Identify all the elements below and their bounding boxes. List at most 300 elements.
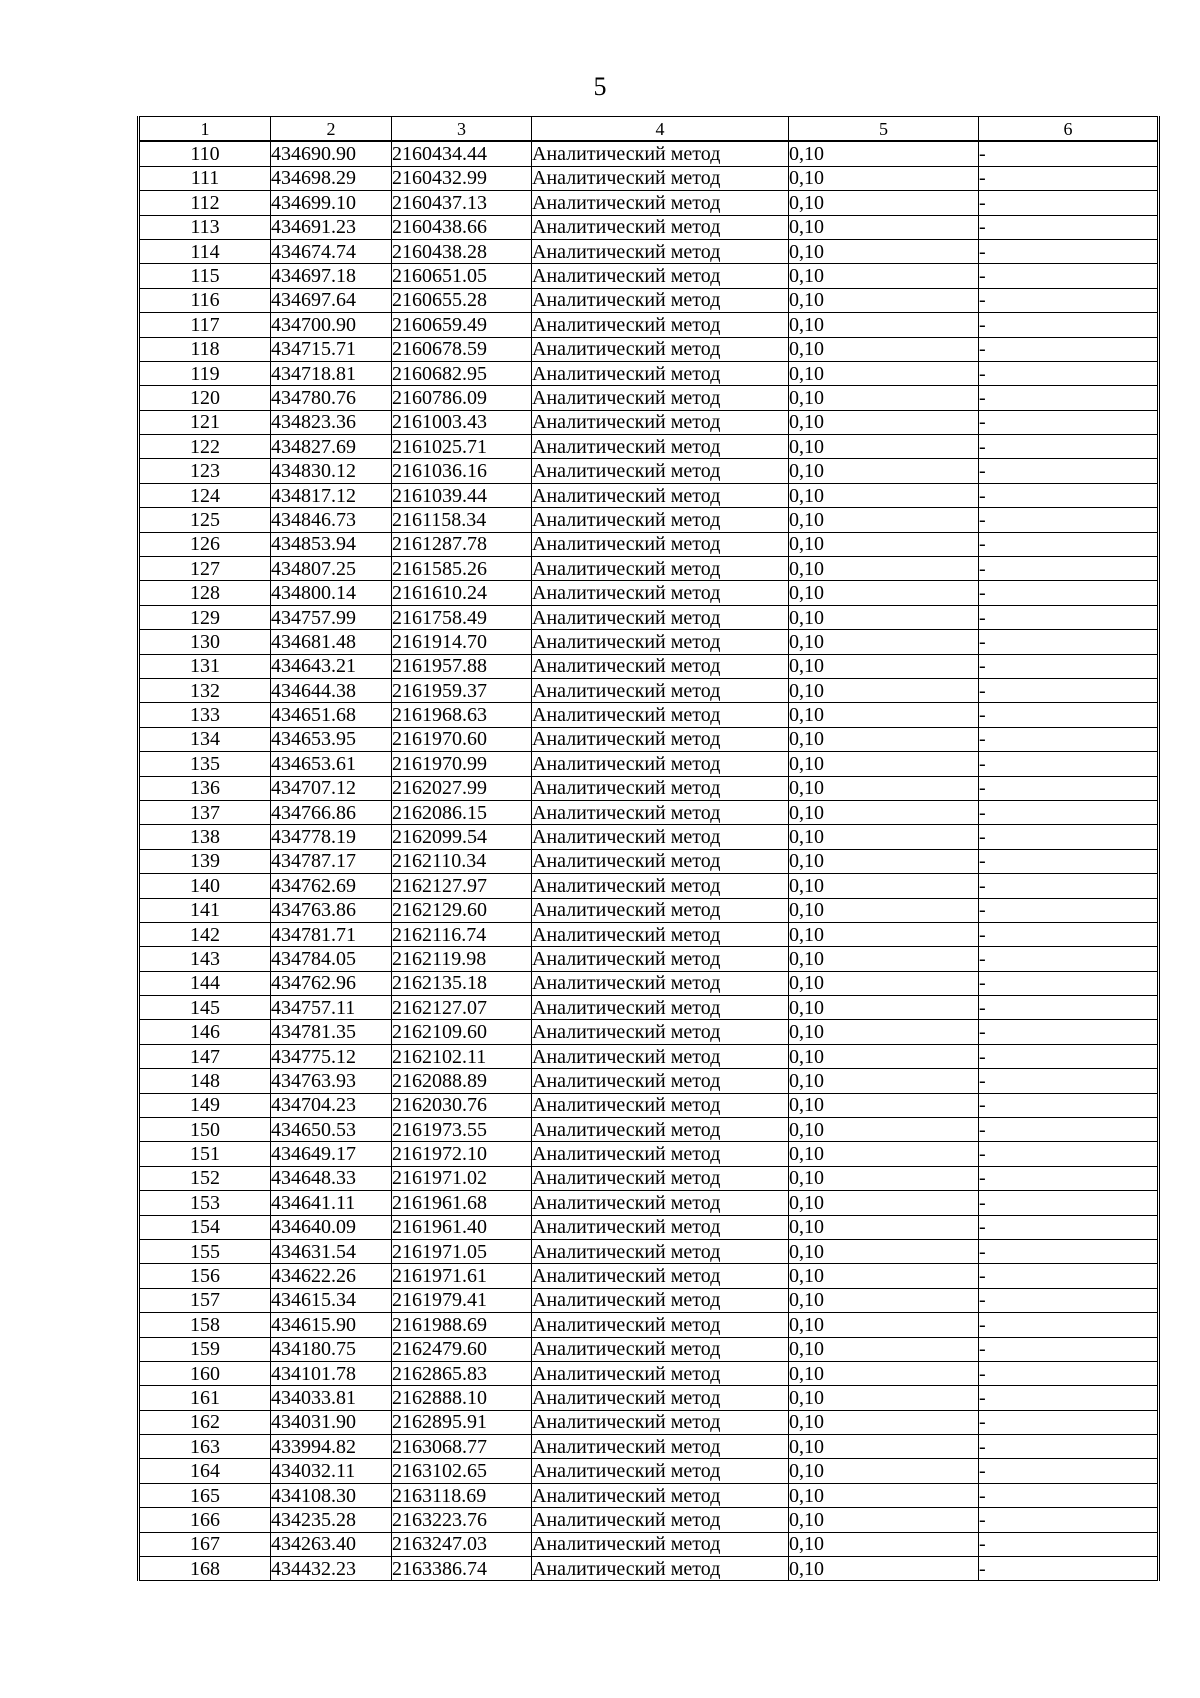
point-number-cell: 118 <box>139 337 271 361</box>
x-coordinate-cell: 434699.10 <box>271 191 392 215</box>
table-row <box>139 166 1159 190</box>
method-cell: Аналитический метод <box>532 825 789 849</box>
note-cell: - <box>979 1166 1159 1190</box>
method-cell: Аналитический метод <box>532 703 789 727</box>
accuracy-cell: 0,10 <box>789 361 979 385</box>
y-coordinate-cell: 2161025.71 <box>392 435 532 459</box>
method-cell: Аналитический метод <box>532 166 789 190</box>
note-cell: - <box>979 849 1159 873</box>
table-row <box>139 483 1159 507</box>
x-coordinate-cell: 434631.54 <box>271 1239 392 1263</box>
table-row <box>139 1093 1159 1117</box>
y-coordinate-cell: 2161968.63 <box>392 703 532 727</box>
point-number-cell: 123 <box>139 459 271 483</box>
point-number-cell: 138 <box>139 825 271 849</box>
x-coordinate-cell: 434640.09 <box>271 1215 392 1239</box>
method-cell: Аналитический метод <box>532 215 789 239</box>
x-coordinate-cell: 434781.35 <box>271 1020 392 1044</box>
accuracy-cell: 0,10 <box>789 508 979 532</box>
y-coordinate-cell: 2162027.99 <box>392 776 532 800</box>
table-row <box>139 898 1159 922</box>
x-coordinate-cell: 434031.90 <box>271 1410 392 1434</box>
method-cell: Аналитический метод <box>532 1337 789 1361</box>
y-coordinate-cell: 2162030.76 <box>392 1093 532 1117</box>
table-row <box>139 191 1159 215</box>
method-cell: Аналитический метод <box>532 1483 789 1507</box>
table-row <box>139 288 1159 312</box>
x-coordinate-cell: 434784.05 <box>271 947 392 971</box>
accuracy-cell: 0,10 <box>789 825 979 849</box>
note-cell: - <box>979 410 1159 434</box>
accuracy-cell: 0,10 <box>789 1386 979 1410</box>
table-row <box>139 1069 1159 1093</box>
point-number-cell: 144 <box>139 971 271 995</box>
accuracy-cell: 0,10 <box>789 532 979 556</box>
method-cell: Аналитический метод <box>532 1410 789 1434</box>
note-cell: - <box>979 1020 1159 1044</box>
method-cell: Аналитический метод <box>532 581 789 605</box>
table-row <box>139 532 1159 556</box>
x-coordinate-cell: 434691.23 <box>271 215 392 239</box>
note-cell: - <box>979 581 1159 605</box>
point-number-cell: 146 <box>139 1020 271 1044</box>
accuracy-cell: 0,10 <box>789 1410 979 1434</box>
accuracy-cell: 0,10 <box>789 337 979 361</box>
x-coordinate-cell: 434653.95 <box>271 727 392 751</box>
method-cell: Аналитический метод <box>532 1191 789 1215</box>
table-row <box>139 800 1159 824</box>
x-coordinate-cell: 433994.82 <box>271 1435 392 1459</box>
point-number-cell: 131 <box>139 654 271 678</box>
note-cell: - <box>979 703 1159 727</box>
x-coordinate-cell: 434697.18 <box>271 264 392 288</box>
table-row <box>139 1483 1159 1507</box>
note-cell: - <box>979 605 1159 629</box>
table-body <box>139 141 1159 1581</box>
note-cell: - <box>979 1508 1159 1532</box>
method-cell: Аналитический метод <box>532 1215 789 1239</box>
method-cell: Аналитический метод <box>532 996 789 1020</box>
y-coordinate-cell: 2163102.65 <box>392 1459 532 1483</box>
x-coordinate-cell: 434615.90 <box>271 1313 392 1337</box>
y-coordinate-cell: 2160437.13 <box>392 191 532 215</box>
point-number-cell: 147 <box>139 1044 271 1068</box>
y-coordinate-cell: 2162129.60 <box>392 898 532 922</box>
y-coordinate-cell: 2161971.02 <box>392 1166 532 1190</box>
method-cell: Аналитический метод <box>532 1044 789 1068</box>
method-cell: Аналитический метод <box>532 1532 789 1556</box>
table-row <box>139 264 1159 288</box>
x-coordinate-cell: 434830.12 <box>271 459 392 483</box>
table-row <box>139 1044 1159 1068</box>
point-number-cell: 117 <box>139 313 271 337</box>
accuracy-cell: 0,10 <box>789 1532 979 1556</box>
note-cell: - <box>979 1410 1159 1434</box>
note-cell: - <box>979 678 1159 702</box>
point-number-cell: 159 <box>139 1337 271 1361</box>
method-cell: Аналитический метод <box>532 410 789 434</box>
table-row <box>139 1288 1159 1312</box>
method-cell: Аналитический метод <box>532 1386 789 1410</box>
table-row <box>139 1215 1159 1239</box>
note-cell: - <box>979 141 1159 166</box>
table-row <box>139 971 1159 995</box>
column-header-2: 2 <box>271 117 392 142</box>
x-coordinate-cell: 434766.86 <box>271 800 392 824</box>
note-cell: - <box>979 166 1159 190</box>
accuracy-cell: 0,10 <box>789 1215 979 1239</box>
method-cell: Аналитический метод <box>532 874 789 898</box>
table-row <box>139 996 1159 1020</box>
y-coordinate-cell: 2160438.28 <box>392 239 532 263</box>
table-row <box>139 1557 1159 1581</box>
y-coordinate-cell: 2161585.26 <box>392 557 532 581</box>
table-row <box>139 1264 1159 1288</box>
point-number-cell: 124 <box>139 483 271 507</box>
x-coordinate-cell: 434778.19 <box>271 825 392 849</box>
point-number-cell: 161 <box>139 1386 271 1410</box>
y-coordinate-cell: 2161287.78 <box>392 532 532 556</box>
table-row <box>139 1166 1159 1190</box>
accuracy-cell: 0,10 <box>789 581 979 605</box>
column-header-3: 3 <box>392 117 532 142</box>
note-cell: - <box>979 776 1159 800</box>
method-cell: Аналитический метод <box>532 654 789 678</box>
y-coordinate-cell: 2162119.98 <box>392 947 532 971</box>
point-number-cell: 129 <box>139 605 271 629</box>
point-number-cell: 122 <box>139 435 271 459</box>
note-cell: - <box>979 1215 1159 1239</box>
x-coordinate-cell: 434263.40 <box>271 1532 392 1556</box>
point-number-cell: 140 <box>139 874 271 898</box>
note-cell: - <box>979 313 1159 337</box>
y-coordinate-cell: 2160678.59 <box>392 337 532 361</box>
y-coordinate-cell: 2160659.49 <box>392 313 532 337</box>
note-cell: - <box>979 1069 1159 1093</box>
method-cell: Аналитический метод <box>532 1361 789 1385</box>
accuracy-cell: 0,10 <box>789 215 979 239</box>
note-cell: - <box>979 1313 1159 1337</box>
accuracy-cell: 0,10 <box>789 605 979 629</box>
method-cell: Аналитический метод <box>532 141 789 166</box>
method-cell: Аналитический метод <box>532 800 789 824</box>
x-coordinate-cell: 434757.11 <box>271 996 392 1020</box>
x-coordinate-cell: 434817.12 <box>271 483 392 507</box>
note-cell: - <box>979 239 1159 263</box>
note-cell: - <box>979 800 1159 824</box>
note-cell: - <box>979 215 1159 239</box>
table-row <box>139 581 1159 605</box>
accuracy-cell: 0,10 <box>789 874 979 898</box>
y-coordinate-cell: 2161003.43 <box>392 410 532 434</box>
y-coordinate-cell: 2160651.05 <box>392 264 532 288</box>
accuracy-cell: 0,10 <box>789 1239 979 1263</box>
y-coordinate-cell: 2161979.41 <box>392 1288 532 1312</box>
table-row <box>139 557 1159 581</box>
method-cell: Аналитический метод <box>532 727 789 751</box>
x-coordinate-cell: 434823.36 <box>271 410 392 434</box>
y-coordinate-cell: 2161959.37 <box>392 678 532 702</box>
point-number-cell: 143 <box>139 947 271 971</box>
table-row <box>139 947 1159 971</box>
note-cell: - <box>979 191 1159 215</box>
note-cell: - <box>979 337 1159 361</box>
x-coordinate-cell: 434718.81 <box>271 361 392 385</box>
accuracy-cell: 0,10 <box>789 191 979 215</box>
method-cell: Аналитический метод <box>532 752 789 776</box>
table-row <box>139 1410 1159 1434</box>
accuracy-cell: 0,10 <box>789 483 979 507</box>
table-row <box>139 825 1159 849</box>
table-row <box>139 1020 1159 1044</box>
point-number-cell: 148 <box>139 1069 271 1093</box>
method-cell: Аналитический метод <box>532 1508 789 1532</box>
method-cell: Аналитический метод <box>532 1142 789 1166</box>
accuracy-cell: 0,10 <box>789 313 979 337</box>
accuracy-cell: 0,10 <box>789 752 979 776</box>
method-cell: Аналитический метод <box>532 1313 789 1337</box>
point-number-cell: 155 <box>139 1239 271 1263</box>
note-cell: - <box>979 1239 1159 1263</box>
point-number-cell: 141 <box>139 898 271 922</box>
column-header-6: 6 <box>979 117 1159 142</box>
point-number-cell: 135 <box>139 752 271 776</box>
note-cell: - <box>979 630 1159 654</box>
y-coordinate-cell: 2162099.54 <box>392 825 532 849</box>
note-cell: - <box>979 288 1159 312</box>
method-cell: Аналитический метод <box>532 264 789 288</box>
point-number-cell: 125 <box>139 508 271 532</box>
table-row <box>139 239 1159 263</box>
x-coordinate-cell: 434715.71 <box>271 337 392 361</box>
x-coordinate-cell: 434763.93 <box>271 1069 392 1093</box>
note-cell: - <box>979 483 1159 507</box>
method-cell: Аналитический метод <box>532 605 789 629</box>
point-number-cell: 111 <box>139 166 271 190</box>
y-coordinate-cell: 2160655.28 <box>392 288 532 312</box>
note-cell: - <box>979 532 1159 556</box>
method-cell: Аналитический метод <box>532 1118 789 1142</box>
y-coordinate-cell: 2163068.77 <box>392 1435 532 1459</box>
table-row <box>139 410 1159 434</box>
accuracy-cell: 0,10 <box>789 1508 979 1532</box>
point-number-cell: 157 <box>139 1288 271 1312</box>
x-coordinate-cell: 434432.23 <box>271 1557 392 1581</box>
x-coordinate-cell: 434853.94 <box>271 532 392 556</box>
note-cell: - <box>979 508 1159 532</box>
point-number-cell: 114 <box>139 239 271 263</box>
accuracy-cell: 0,10 <box>789 459 979 483</box>
accuracy-cell: 0,10 <box>789 264 979 288</box>
x-coordinate-cell: 434757.99 <box>271 605 392 629</box>
point-number-cell: 145 <box>139 996 271 1020</box>
accuracy-cell: 0,10 <box>789 1118 979 1142</box>
method-cell: Аналитический метод <box>532 483 789 507</box>
page-number: 5 <box>593 72 607 101</box>
note-cell: - <box>979 1044 1159 1068</box>
y-coordinate-cell: 2162127.07 <box>392 996 532 1020</box>
x-coordinate-cell: 434235.28 <box>271 1508 392 1532</box>
x-coordinate-cell: 434033.81 <box>271 1386 392 1410</box>
method-cell: Аналитический метод <box>532 776 789 800</box>
accuracy-cell: 0,10 <box>789 922 979 946</box>
table-row <box>139 459 1159 483</box>
point-number-cell: 121 <box>139 410 271 434</box>
table-row <box>139 1459 1159 1483</box>
note-cell: - <box>979 1093 1159 1117</box>
y-coordinate-cell: 2161972.10 <box>392 1142 532 1166</box>
method-cell: Аналитический метод <box>532 849 789 873</box>
accuracy-cell: 0,10 <box>789 654 979 678</box>
method-cell: Аналитический метод <box>532 1093 789 1117</box>
y-coordinate-cell: 2161971.61 <box>392 1264 532 1288</box>
note-cell: - <box>979 1532 1159 1556</box>
method-cell: Аналитический метод <box>532 557 789 581</box>
table-row <box>139 1435 1159 1459</box>
method-cell: Аналитический метод <box>532 508 789 532</box>
note-cell: - <box>979 727 1159 751</box>
x-coordinate-cell: 434690.90 <box>271 141 392 166</box>
y-coordinate-cell: 2161961.40 <box>392 1215 532 1239</box>
table-row <box>139 337 1159 361</box>
method-cell: Аналитический метод <box>532 435 789 459</box>
y-coordinate-cell: 2163118.69 <box>392 1483 532 1507</box>
accuracy-cell: 0,10 <box>789 1264 979 1288</box>
x-coordinate-cell: 434180.75 <box>271 1337 392 1361</box>
method-cell: Аналитический метод <box>532 1264 789 1288</box>
method-cell: Аналитический метод <box>532 1435 789 1459</box>
point-number-cell: 158 <box>139 1313 271 1337</box>
method-cell: Аналитический метод <box>532 386 789 410</box>
point-number-cell: 152 <box>139 1166 271 1190</box>
accuracy-cell: 0,10 <box>789 996 979 1020</box>
x-coordinate-cell: 434648.33 <box>271 1166 392 1190</box>
method-cell: Аналитический метод <box>532 313 789 337</box>
y-coordinate-cell: 2162102.11 <box>392 1044 532 1068</box>
y-coordinate-cell: 2161610.24 <box>392 581 532 605</box>
x-coordinate-cell: 434108.30 <box>271 1483 392 1507</box>
accuracy-cell: 0,10 <box>789 557 979 581</box>
y-coordinate-cell: 2163223.76 <box>392 1508 532 1532</box>
y-coordinate-cell: 2162895.91 <box>392 1410 532 1434</box>
note-cell: - <box>979 898 1159 922</box>
x-coordinate-cell: 434827.69 <box>271 435 392 459</box>
table-row <box>139 605 1159 629</box>
table-row <box>139 313 1159 337</box>
note-cell: - <box>979 1361 1159 1385</box>
column-header-1: 1 <box>139 117 271 142</box>
accuracy-cell: 0,10 <box>789 1337 979 1361</box>
table-row <box>139 1532 1159 1556</box>
accuracy-cell: 0,10 <box>789 1044 979 1068</box>
method-cell: Аналитический метод <box>532 337 789 361</box>
accuracy-cell: 0,10 <box>789 1557 979 1581</box>
y-coordinate-cell: 2162888.10 <box>392 1386 532 1410</box>
x-coordinate-cell: 434807.25 <box>271 557 392 581</box>
table-header-row <box>139 117 1159 142</box>
point-number-cell: 137 <box>139 800 271 824</box>
x-coordinate-cell: 434697.64 <box>271 288 392 312</box>
method-cell: Аналитический метод <box>532 947 789 971</box>
x-coordinate-cell: 434622.26 <box>271 1264 392 1288</box>
method-cell: Аналитический метод <box>532 1239 789 1263</box>
point-number-cell: 150 <box>139 1118 271 1142</box>
method-cell: Аналитический метод <box>532 678 789 702</box>
accuracy-cell: 0,10 <box>789 971 979 995</box>
x-coordinate-cell: 434651.68 <box>271 703 392 727</box>
table-row <box>139 1337 1159 1361</box>
y-coordinate-cell: 2162865.83 <box>392 1361 532 1385</box>
table-row <box>139 361 1159 385</box>
method-cell: Аналитический метод <box>532 1288 789 1312</box>
point-number-cell: 120 <box>139 386 271 410</box>
x-coordinate-cell: 434787.17 <box>271 849 392 873</box>
method-cell: Аналитический метод <box>532 239 789 263</box>
x-coordinate-cell: 434700.90 <box>271 313 392 337</box>
point-number-cell: 119 <box>139 361 271 385</box>
method-cell: Аналитический метод <box>532 1166 789 1190</box>
column-header-4: 4 <box>532 117 789 142</box>
method-cell: Аналитический метод <box>532 361 789 385</box>
accuracy-cell: 0,10 <box>789 776 979 800</box>
note-cell: - <box>979 1435 1159 1459</box>
note-cell: - <box>979 386 1159 410</box>
accuracy-cell: 0,10 <box>789 1020 979 1044</box>
method-cell: Аналитический метод <box>532 288 789 312</box>
accuracy-cell: 0,10 <box>789 1459 979 1483</box>
accuracy-cell: 0,10 <box>789 727 979 751</box>
note-cell: - <box>979 361 1159 385</box>
method-cell: Аналитический метод <box>532 191 789 215</box>
accuracy-cell: 0,10 <box>789 1288 979 1312</box>
y-coordinate-cell: 2163386.74 <box>392 1557 532 1581</box>
accuracy-cell: 0,10 <box>789 678 979 702</box>
x-coordinate-cell: 434674.74 <box>271 239 392 263</box>
point-number-cell: 113 <box>139 215 271 239</box>
y-coordinate-cell: 2162479.60 <box>392 1337 532 1361</box>
y-coordinate-cell: 2161988.69 <box>392 1313 532 1337</box>
y-coordinate-cell: 2161914.70 <box>392 630 532 654</box>
point-number-cell: 128 <box>139 581 271 605</box>
table-row <box>139 654 1159 678</box>
x-coordinate-cell: 434653.61 <box>271 752 392 776</box>
note-cell: - <box>979 825 1159 849</box>
note-cell: - <box>979 1459 1159 1483</box>
point-number-cell: 165 <box>139 1483 271 1507</box>
accuracy-cell: 0,10 <box>789 239 979 263</box>
accuracy-cell: 0,10 <box>789 1191 979 1215</box>
y-coordinate-cell: 2162110.34 <box>392 849 532 873</box>
accuracy-cell: 0,10 <box>789 1361 979 1385</box>
table-row <box>139 1239 1159 1263</box>
point-number-cell: 139 <box>139 849 271 873</box>
y-coordinate-cell: 2162116.74 <box>392 922 532 946</box>
note-cell: - <box>979 459 1159 483</box>
table-row <box>139 922 1159 946</box>
note-cell: - <box>979 996 1159 1020</box>
y-coordinate-cell: 2160438.66 <box>392 215 532 239</box>
y-coordinate-cell: 2162127.97 <box>392 874 532 898</box>
table-row <box>139 630 1159 654</box>
table-row <box>139 215 1159 239</box>
method-cell: Аналитический метод <box>532 1069 789 1093</box>
y-coordinate-cell: 2161961.68 <box>392 1191 532 1215</box>
x-coordinate-cell: 434763.86 <box>271 898 392 922</box>
x-coordinate-cell: 434681.48 <box>271 630 392 654</box>
method-cell: Аналитический метод <box>532 971 789 995</box>
note-cell: - <box>979 1191 1159 1215</box>
accuracy-cell: 0,10 <box>789 1483 979 1507</box>
